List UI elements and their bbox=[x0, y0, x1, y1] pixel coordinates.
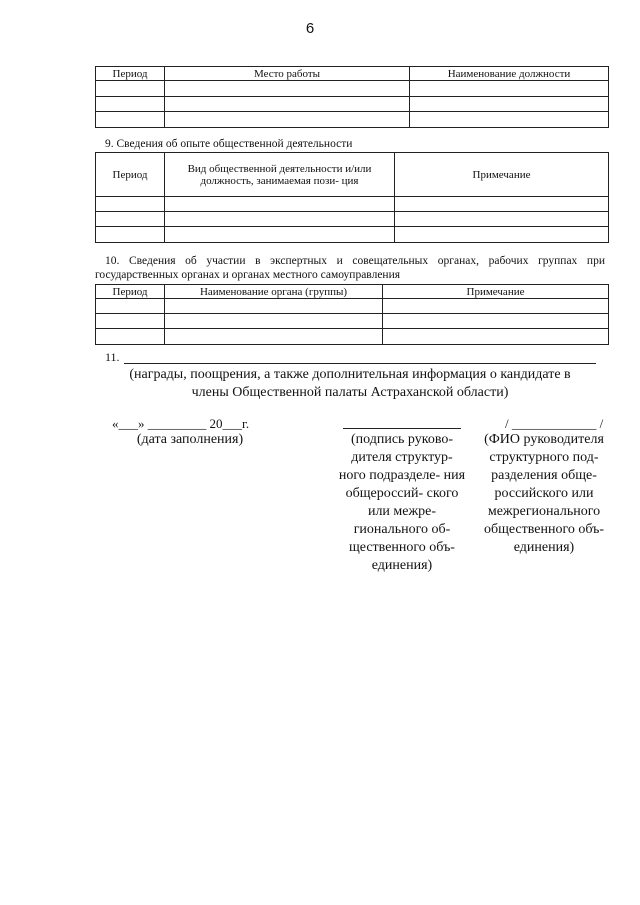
table-row bbox=[96, 97, 609, 112]
header-note: Примечание bbox=[383, 285, 609, 299]
section-10-title-line1: 10. Сведения об участии в экспертных и совещательных органах, рабочих группах при bbox=[105, 255, 605, 267]
header-period: Период bbox=[96, 285, 165, 299]
table-row bbox=[96, 329, 609, 345]
header-body-name: Наименование органа (группы) bbox=[165, 285, 383, 299]
section-9-title: 9. Сведения об опыте общественной деятельности bbox=[105, 138, 353, 150]
table-header-row bbox=[96, 67, 609, 81]
section-11-fill-line bbox=[124, 363, 596, 364]
table-row bbox=[96, 299, 609, 314]
table-row bbox=[96, 112, 609, 128]
page-number: 6 bbox=[305, 20, 315, 37]
table-row bbox=[96, 314, 609, 329]
header-position: Наименование должности bbox=[410, 67, 609, 81]
table-row bbox=[96, 81, 609, 97]
table-header-row bbox=[96, 285, 609, 299]
header-workplace: Место работы bbox=[165, 67, 410, 81]
section-11-caption-line1: (награды, поощрения, а также дополнительная информация о кандидате в bbox=[129, 367, 571, 382]
public-activity-table bbox=[95, 152, 609, 243]
header-note: Примечание bbox=[395, 153, 609, 197]
employment-table bbox=[95, 66, 609, 128]
date-field: «___» _________ 20___г. bbox=[112, 416, 250, 431]
section-10-title-line2: государственных органах и органах местного самоуправления bbox=[95, 269, 401, 281]
expert-bodies-table bbox=[95, 284, 609, 345]
table-row bbox=[96, 212, 609, 227]
table-header-row bbox=[96, 153, 609, 197]
section-11-number: 11. bbox=[105, 350, 120, 364]
signature-caption: (подпись руково- дителя структур- ного подразделе- ния общероссий- ского или межре- гионального об- щественного объ- единения) bbox=[338, 432, 466, 573]
fio-caption: (ФИО руководителя структурного под- разделения обще- российского или межрегионального общественного объ- единения) bbox=[483, 432, 605, 555]
date-caption: (дата заполнения) bbox=[136, 432, 244, 447]
signature-line bbox=[343, 428, 461, 429]
header-period: Период bbox=[96, 153, 165, 197]
section-11-caption-line2: члены Общественной палаты Астраханской области) bbox=[191, 385, 509, 400]
table-row bbox=[96, 227, 609, 243]
header-period: Период bbox=[96, 67, 165, 81]
fio-field: / _____________ / bbox=[505, 416, 604, 431]
header-activity: Вид общественной деятельности и/или должность, занимаемая пози- ция bbox=[165, 153, 395, 197]
table-row bbox=[96, 197, 609, 212]
